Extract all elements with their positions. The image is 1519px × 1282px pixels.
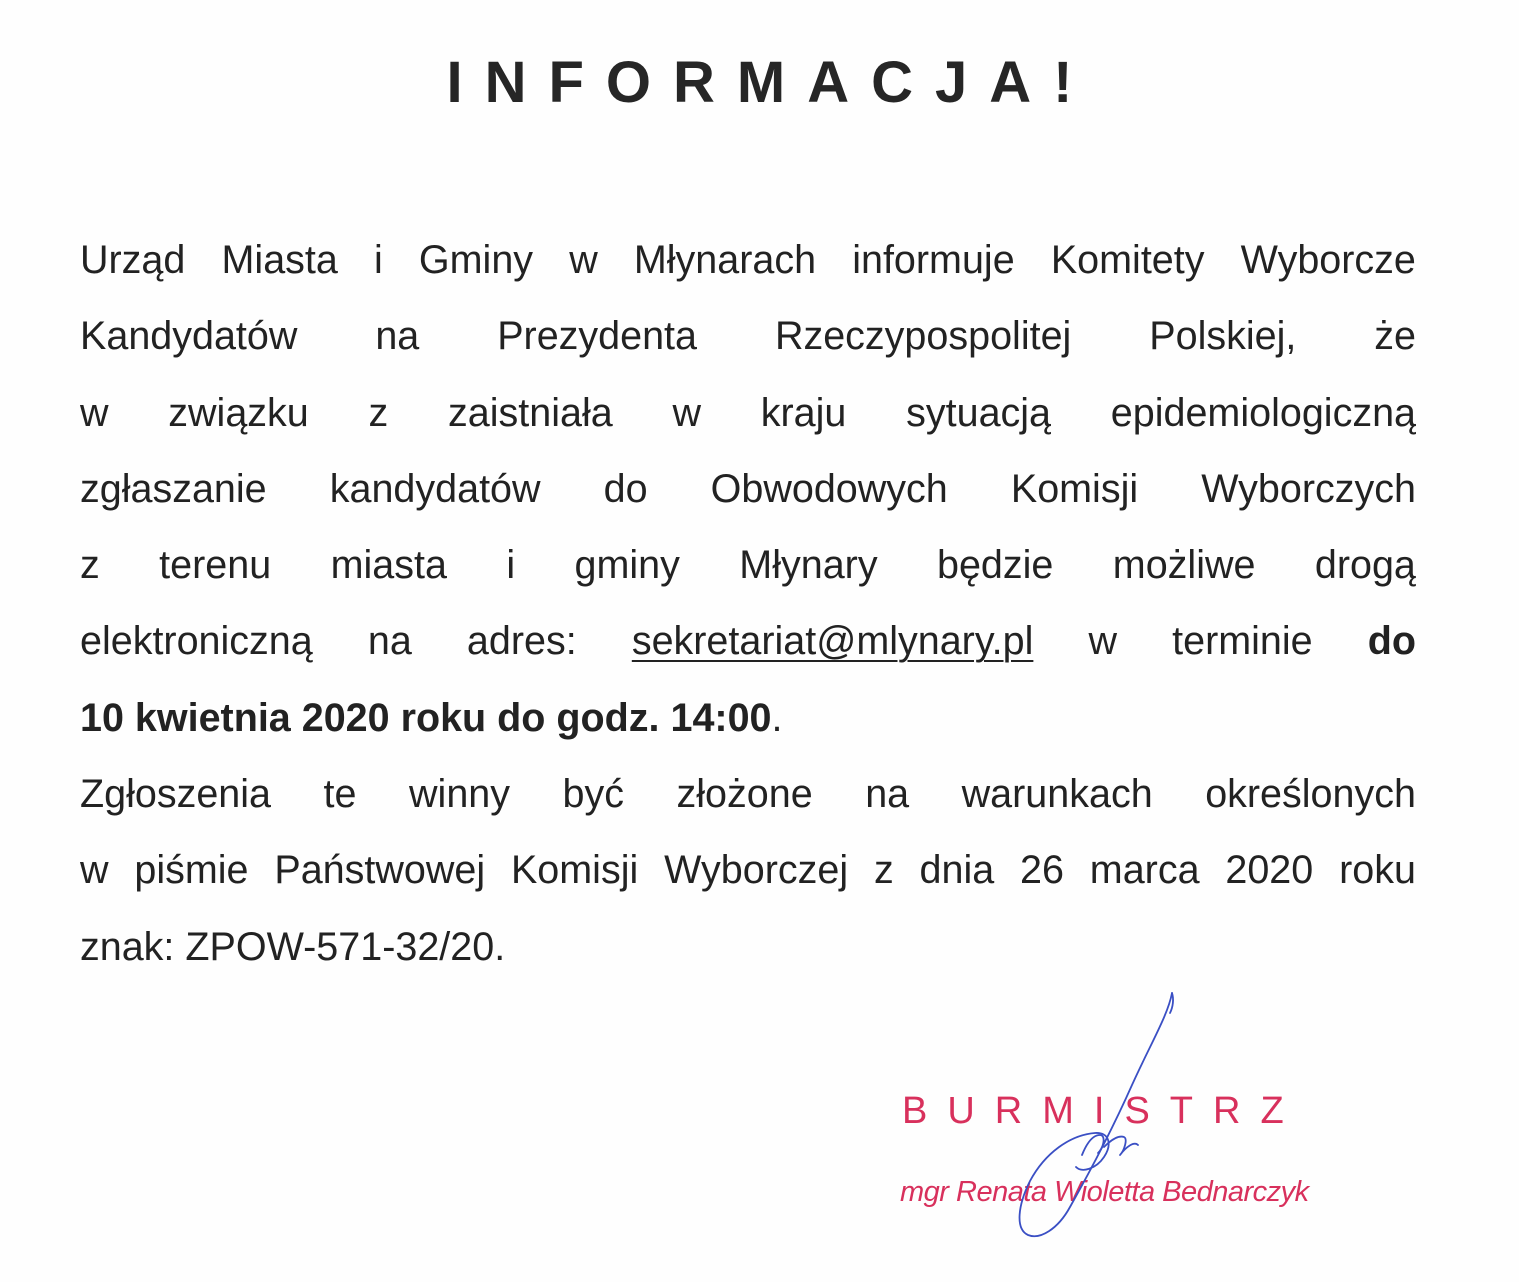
word: te — [323, 772, 357, 817]
word: Miasta — [221, 238, 338, 282]
stamp-name: mgr Renata Wioletta Bednarczyk — [900, 1176, 1309, 1208]
word: złożone — [676, 772, 813, 817]
word: w — [569, 238, 598, 282]
word: określonych — [1205, 772, 1416, 817]
word: warunkach — [961, 772, 1153, 817]
word: Komisji — [510, 848, 639, 893]
word: być — [562, 772, 624, 817]
document-title: INFORMACJA! — [446, 50, 1095, 115]
word: 26 — [1020, 848, 1064, 893]
word: z — [80, 543, 100, 588]
word: epidemiologiczną — [1110, 390, 1416, 435]
word: w — [672, 390, 701, 435]
paragraph1-line7 — [80, 680, 1416, 756]
deadline-word: do — [1367, 619, 1416, 664]
word: kandydatów — [329, 466, 541, 511]
word: terminie — [1172, 619, 1313, 664]
word: zaistniała — [448, 390, 613, 435]
paragraph1-line6 — [80, 603, 1416, 679]
word: na — [375, 314, 420, 359]
word: Komisji — [1010, 466, 1139, 511]
paragraph1-line5 — [80, 527, 1416, 603]
word: i — [506, 543, 516, 588]
word: adres: — [466, 619, 577, 664]
word: Państwowej — [274, 848, 486, 893]
paragraph2-line2 — [80, 832, 1416, 908]
word: piśmie — [134, 848, 249, 893]
word: Kandydatów — [80, 314, 298, 359]
word: 2020 — [1225, 848, 1314, 893]
document-body — [80, 222, 1416, 985]
word: roku — [1339, 848, 1416, 893]
word: zgłaszanie — [80, 466, 267, 511]
word: Gminy — [418, 238, 534, 282]
word: Urząd — [80, 238, 186, 282]
word: kraju — [760, 390, 847, 435]
paragraph1-line4 — [80, 451, 1416, 527]
word: w — [80, 848, 109, 893]
word: winny — [409, 772, 511, 817]
word: terenu — [159, 543, 272, 588]
word: Polskiej, — [1149, 314, 1297, 359]
word: do — [603, 466, 648, 511]
word: możliwe — [1112, 543, 1256, 588]
word: z — [368, 390, 389, 435]
paragraph1-line1 — [80, 222, 1416, 298]
word: w — [80, 390, 109, 435]
signature-stroke-loop — [1082, 1135, 1138, 1155]
word: Rzeczypospolitej — [774, 314, 1072, 359]
word: Wyborcze — [1240, 238, 1416, 282]
word: informuje — [852, 238, 1015, 282]
paragraph2-line1 — [80, 756, 1416, 832]
word: w — [1088, 619, 1118, 664]
word: Obwodowych — [710, 466, 948, 511]
word: związku — [168, 390, 309, 435]
word: Wyborczych — [1201, 466, 1416, 511]
word: elektroniczną — [80, 619, 313, 664]
sentence-end: . — [771, 695, 783, 740]
word: marca — [1089, 848, 1200, 893]
word: sytuacją — [906, 390, 1052, 435]
handwritten-signature — [1000, 985, 1200, 1255]
word: Prezydenta — [497, 314, 698, 359]
word: Młynary — [739, 543, 878, 588]
word: i — [374, 238, 383, 282]
email-link[interactable]: sekretariat@mlynary.pl — [631, 619, 1034, 664]
deadline-date: 10 kwietnia 2020 roku do godz. 14:00 — [80, 695, 772, 740]
word: miasta — [330, 543, 447, 588]
word: na — [367, 619, 412, 664]
word: na — [865, 772, 910, 817]
stamp-title: BURMISTRZ — [902, 1090, 1304, 1132]
word: dnia — [919, 848, 995, 893]
paragraph2-line3: znak: ZPOW-571-32/20. — [80, 924, 506, 969]
word: drogą — [1314, 543, 1416, 588]
paragraph1-line2 — [80, 298, 1416, 374]
word: Zgłoszenia — [80, 772, 272, 817]
word: że — [1374, 314, 1416, 359]
word: z — [873, 848, 894, 893]
signature-stroke-main — [1020, 993, 1172, 1236]
word: Młynarach — [633, 238, 817, 282]
word: gminy — [574, 543, 680, 588]
word: będzie — [936, 543, 1054, 588]
word: Komitety — [1050, 238, 1205, 282]
word: Wyborczej — [664, 848, 849, 893]
paragraph1-line3 — [80, 375, 1416, 451]
